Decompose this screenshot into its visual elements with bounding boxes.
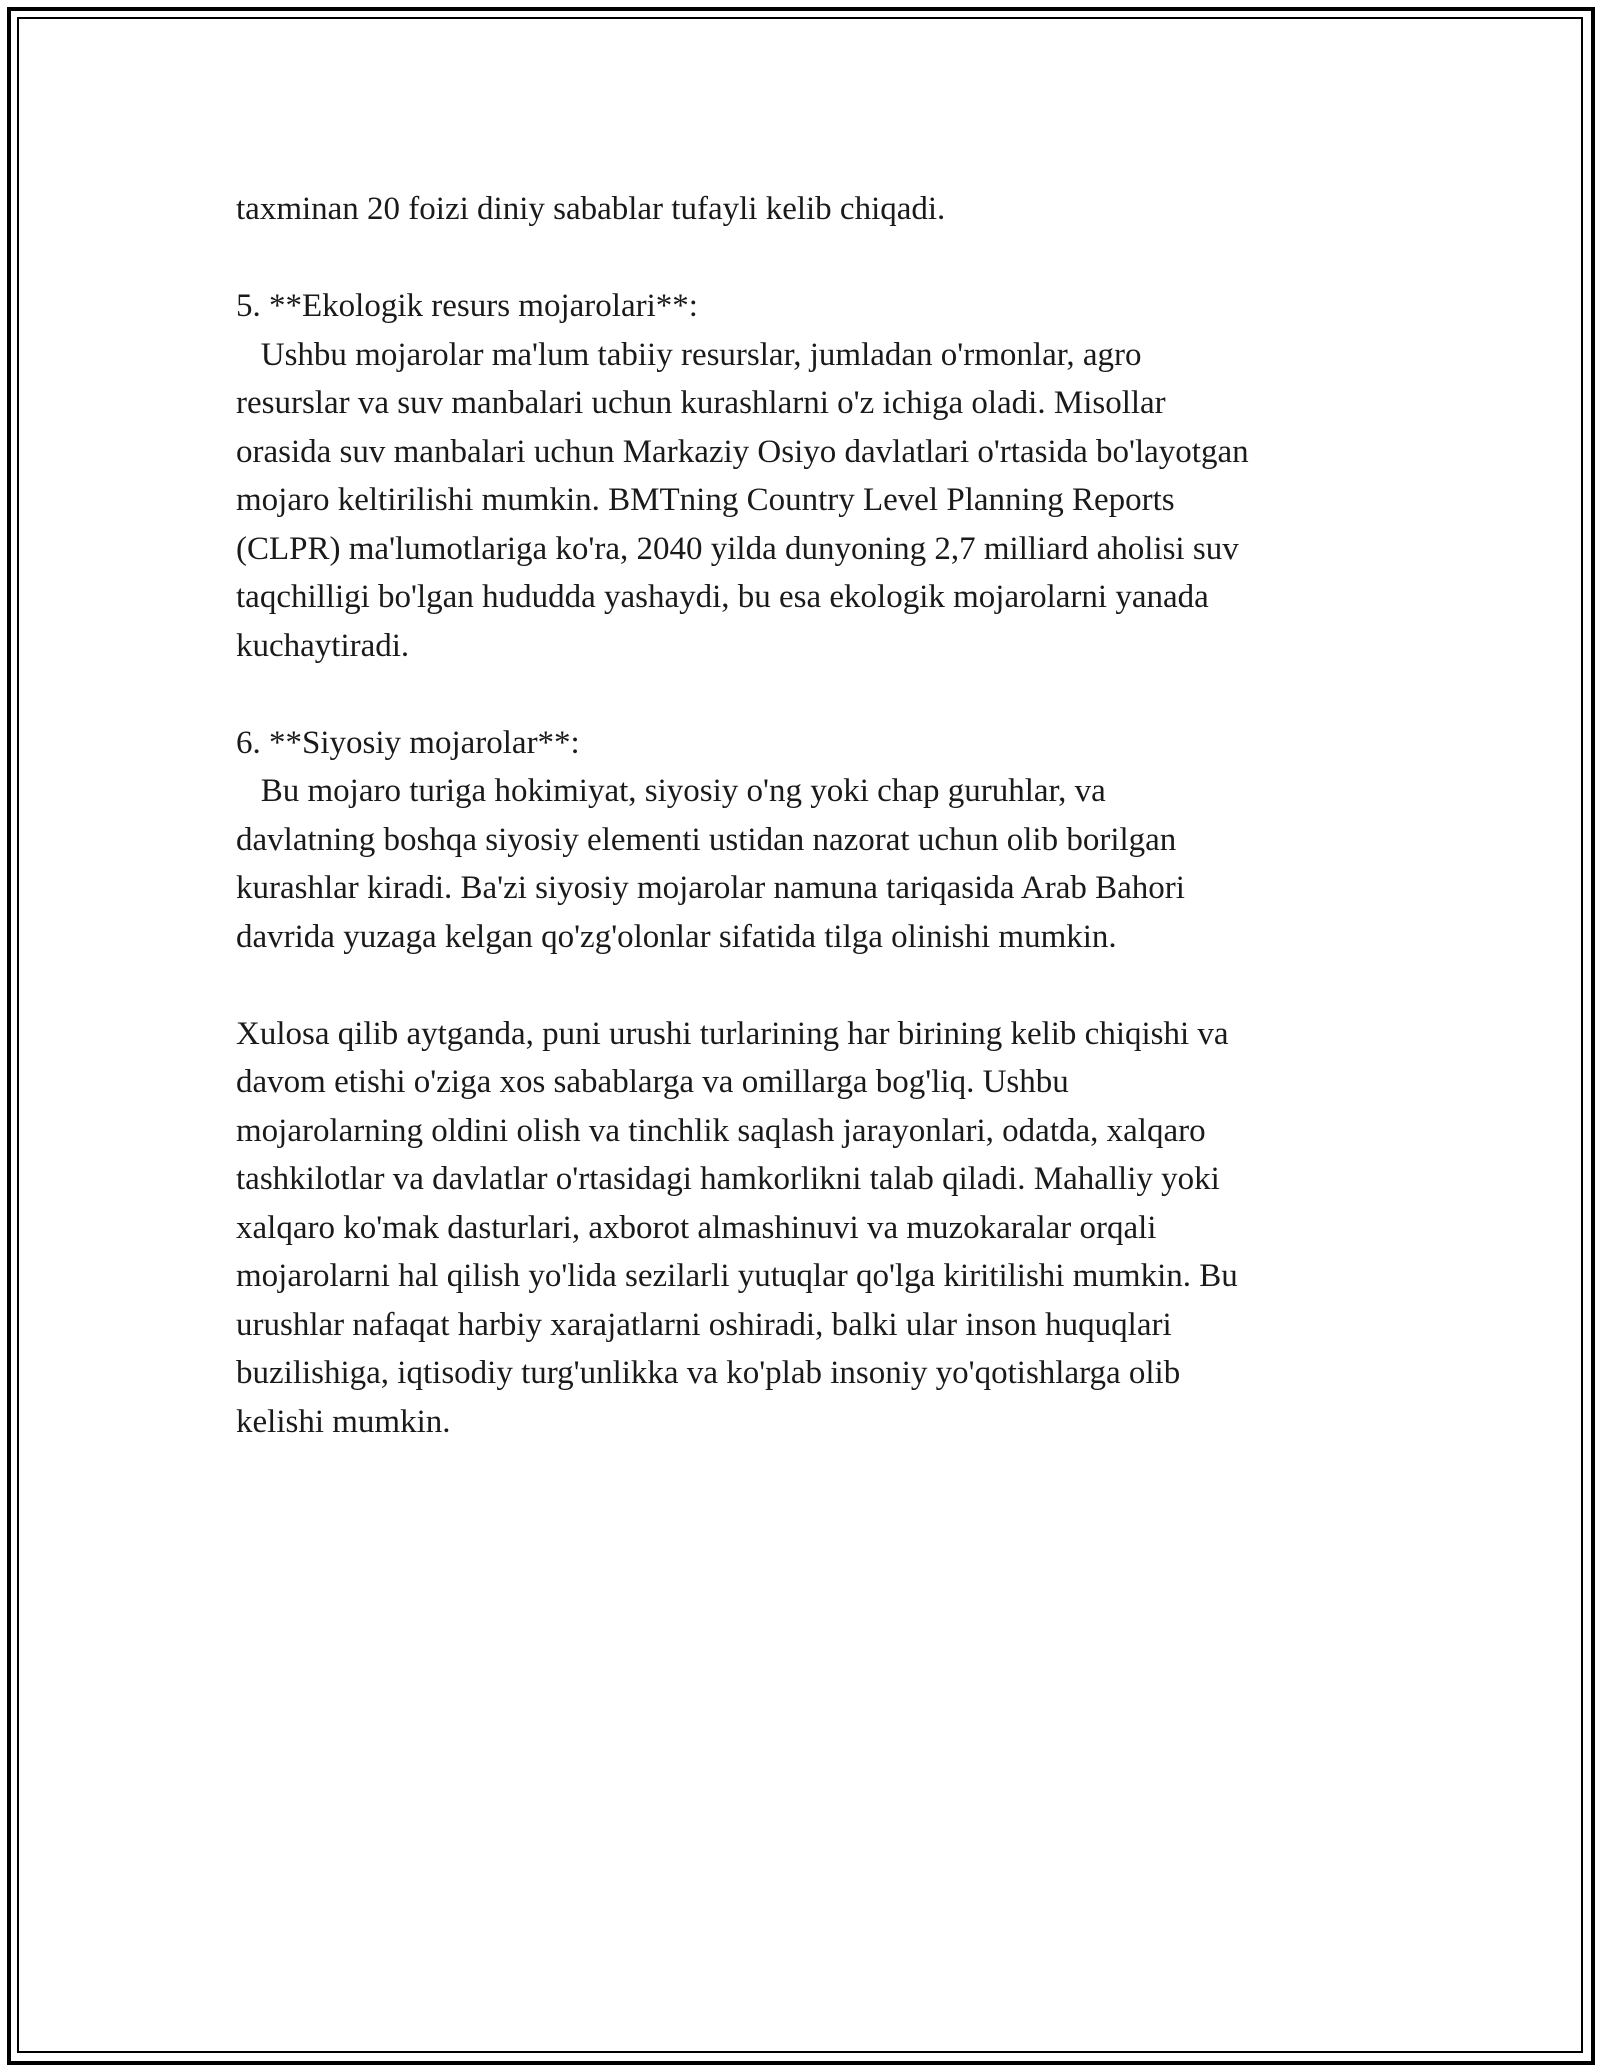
section-5 — [236, 282, 1376, 670]
paragraph-gap — [236, 670, 1376, 719]
intro-line: taxminan 20 foizi diniy sabablar tufayli kelib chiqadi. — [236, 191, 946, 227]
section-6-line: davrida yuzaga kelgan qo'zg'olonlar sifatida tilga olinishi mumkin. — [236, 918, 1117, 955]
conclusion-line: urushlar nafaqat harbiy xarajatlarni oshiradi, balki ular inson huquqlari — [236, 1306, 1172, 1343]
section-5-line: taqchilligi bo'lgan hududda yashaydi, bu esa ekologik mojarolarni yanada — [236, 579, 1209, 615]
section-6-line: kurashlar kiradi. Ba'zi siyosiy mojarolar namuna tariqasida Arab Bahori — [236, 870, 1185, 906]
section-6-heading: 6. **Siyosiy mojarolar**: — [236, 724, 580, 761]
conclusion-line: xalqaro ko'mak dasturlari, axborot almashinuvi va muzokaralar orqali — [236, 1209, 1157, 1246]
paragraph-gap — [236, 234, 1376, 283]
section-6-line: davlatning boshqa siyosiy elementi ustidan nazorat uchun olib borilgan — [236, 821, 1177, 858]
section-5-line: orasida suv manbalari uchun Markaziy Osiyo davlatlari o'rtasida bo'layotgan — [236, 433, 1249, 470]
section-5-line: Ushbu mojarolar ma'lum tabiiy resurslar, jumladan o'rmonlar, agro — [236, 336, 1142, 373]
section-5-line: (CLPR) ma'lumotlariga ko'ra, 2040 yilda dunyoning 2,7 milliard aholisi suv — [236, 530, 1239, 567]
conclusion-paragraph — [236, 1010, 1376, 1447]
conclusion-line: tashkilotlar va davlatlar o'rtasidagi hamkorlikni talab qiladi. Mahalliy yoki — [236, 1161, 1220, 1197]
conclusion-line: kelishi mumkin. — [236, 1403, 451, 1440]
conclusion-line: Xulosa qilib aytganda, puni urushi turlarining har birining kelib chiqishi va — [236, 1015, 1229, 1052]
section-6-line: Bu mojaro turiga hokimiyat, siyosiy o'ng yoki chap guruhlar, va — [236, 773, 1106, 809]
conclusion-line: mojarolarni hal qilish yo'lida sezilarli yutuqlar qo'lga kiritilishi mumkin. Bu — [236, 1258, 1238, 1294]
document-body — [236, 185, 1376, 1446]
conclusion-line: mojarolarning oldini olish va tinchlik saqlash jarayonlari, odatda, xalqaro — [236, 1112, 1206, 1149]
conclusion-line: buzilishiga, iqtisodiy turg'unlikka va ko'plab insoniy yo'qotishlarga olib — [236, 1355, 1181, 1391]
conclusion-line: davom etishi o'ziga xos sabablarga va omillarga bog'liq. Ushbu — [236, 1064, 1069, 1100]
section-5-line: kuchaytiradi. — [236, 627, 410, 664]
section-6 — [236, 719, 1376, 962]
section-5-heading: 5. **Ekologik resurs mojarolari**: — [236, 288, 698, 324]
section-5-line: mojaro keltirilishi mumkin. BMTning Country Level Planning Reports — [236, 482, 1175, 518]
paragraph-gap — [236, 961, 1376, 1010]
section-5-line: resurslar va suv manbalari uchun kurashlarni o'z ichiga oladi. Misollar — [236, 385, 1166, 421]
